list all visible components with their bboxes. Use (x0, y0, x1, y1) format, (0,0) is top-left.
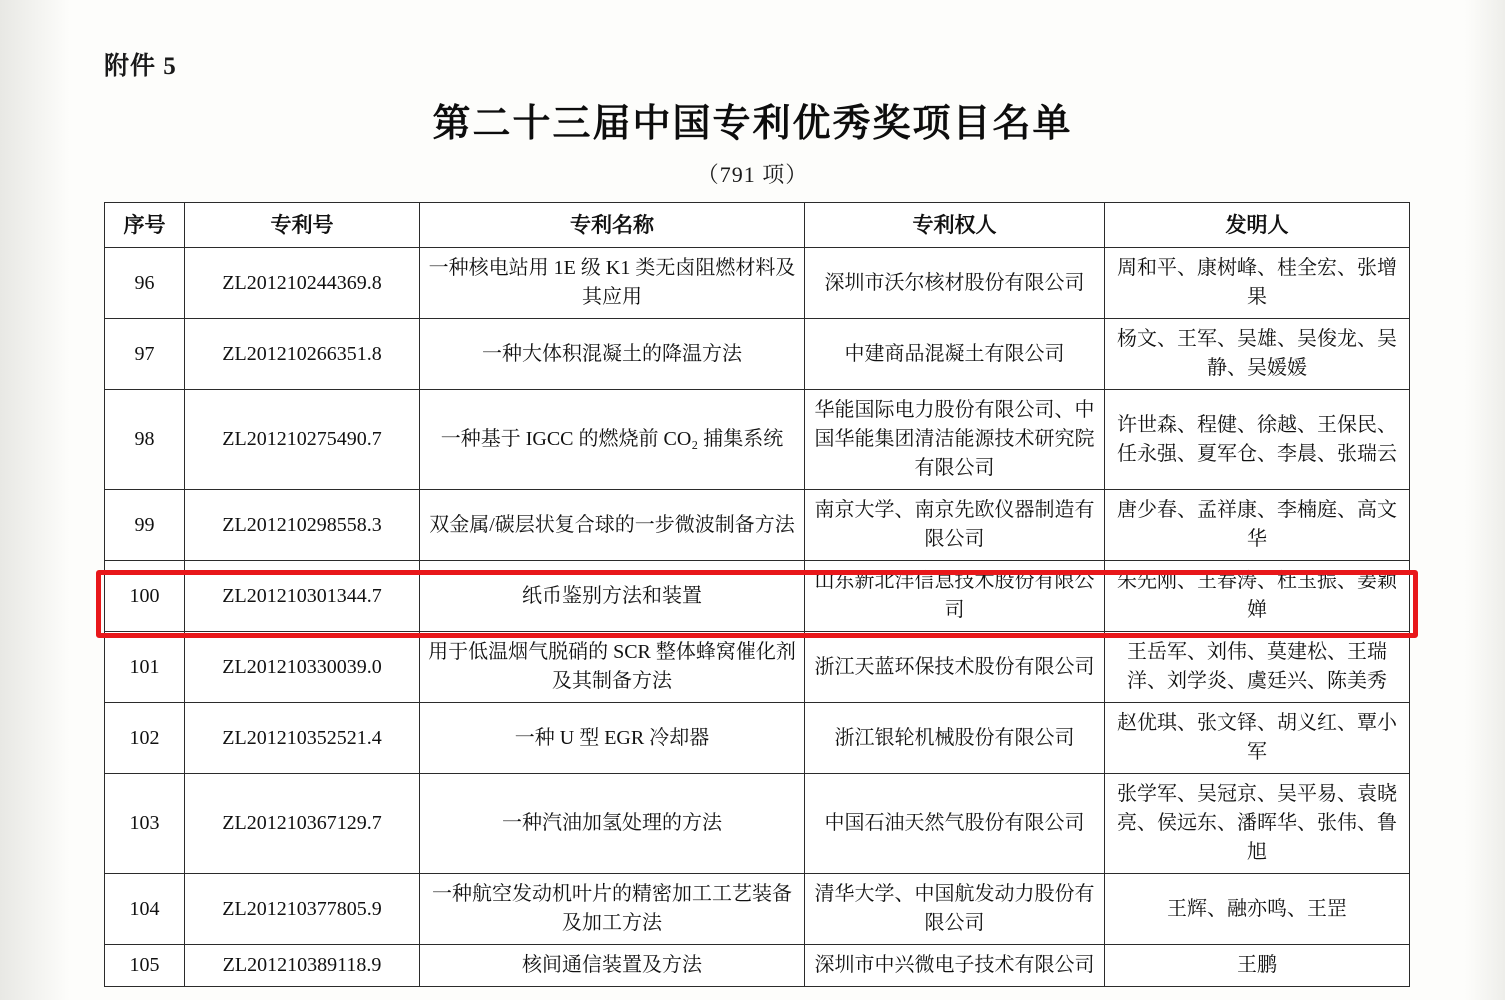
cell-patent-name: 一种 U 型 EGR 冷却器 (420, 703, 805, 774)
cell-patent-no: ZL201210377805.9 (185, 874, 420, 945)
table-row (105, 561, 1410, 632)
cell-no: 105 (105, 945, 185, 987)
cell-patent-name: 一种航空发动机叶片的精密加工工艺装备及加工方法 (420, 874, 805, 945)
page-subtitle: （791 项） (696, 162, 809, 187)
cell-owner: 深圳市沃尔核材股份有限公司 (805, 248, 1105, 319)
cell-patent-name: 纸币鉴别方法和装置 (420, 561, 805, 632)
cell-owner: 深圳市中兴微电子技术有限公司 (805, 945, 1105, 987)
patent-award-table (104, 202, 1410, 987)
cell-patent-no: ZL201210352521.4 (185, 703, 420, 774)
cell-owner: 中建商品混凝土有限公司 (805, 319, 1105, 390)
cell-no: 101 (105, 632, 185, 703)
cell-inventor: 周和平、康树峰、桂全宏、张增果 (1105, 248, 1410, 319)
cell-no: 104 (105, 874, 185, 945)
cell-patent-name: 一种大体积混凝土的降温方法 (420, 319, 805, 390)
cell-inventor: 杨文、王军、吴雄、吴俊龙、吴静、吴媛媛 (1105, 319, 1410, 390)
cell-patent-name: 一种汽油加氢处理的方法 (420, 774, 805, 874)
table-row (105, 774, 1410, 874)
cell-patent-no: ZL201210275490.7 (185, 390, 420, 490)
cell-patent-name: 一种核电站用 1E 级 K1 类无卤阻燃材料及其应用 (420, 248, 805, 319)
table-row (105, 319, 1410, 390)
table-row (105, 490, 1410, 561)
cell-patent-no: ZL201210266351.8 (185, 319, 420, 390)
column-header-no: 序号 (105, 203, 185, 248)
cell-patent-name: 双金属/碳层状复合球的一步微波制备方法 (420, 490, 805, 561)
page-title: 第二十三届中国专利优秀奖项目名单 (432, 103, 1073, 145)
table-row (105, 390, 1410, 490)
cell-inventor: 赵优琪、张文铎、胡义红、覃小军 (1105, 703, 1410, 774)
cell-inventor: 朱先刚、王春涛、杜玉振、姜颖婵 (1105, 561, 1410, 632)
cell-inventor: 王岳军、刘伟、莫建松、王瑞洋、刘学炎、虞廷兴、陈美秀 (1105, 632, 1410, 703)
table-header-row (105, 203, 1410, 248)
cell-patent-no: ZL201210389118.9 (185, 945, 420, 987)
cell-no: 102 (105, 703, 185, 774)
table-row-highlighted (105, 632, 1410, 703)
table-row (105, 248, 1410, 319)
cell-owner: 浙江天蓝环保技术股份有限公司 (805, 632, 1105, 703)
cell-owner: 山东新北洋信息技术股份有限公司 (805, 561, 1105, 632)
cell-owner: 华能国际电力股份有限公司、中国华能集团清洁能源技术研究院有限公司 (805, 390, 1105, 490)
column-header-owner: 专利权人 (805, 203, 1105, 248)
cell-inventor: 王鹏 (1105, 945, 1410, 987)
cell-patent-no: ZL201210367129.7 (185, 774, 420, 874)
table-row (105, 874, 1410, 945)
cell-patent-name: 用于低温烟气脱硝的 SCR 整体蜂窝催化剂及其制备方法 (420, 632, 805, 703)
cell-inventor: 张学军、吴冠京、吴平易、袁晓亮、侯远东、潘晖华、张伟、鲁旭 (1105, 774, 1410, 874)
column-header-patent-no: 专利号 (185, 203, 420, 248)
cell-no: 97 (105, 319, 185, 390)
cell-inventor: 许世森、程健、徐越、王保民、任永强、夏军仓、李晨、张瑞云 (1105, 390, 1410, 490)
cell-patent-no: ZL201210298558.3 (185, 490, 420, 561)
cell-patent-name: 一种基于 IGCC 的燃烧前 CO₂ 捕集系统 (420, 390, 805, 490)
cell-patent-no: ZL201210244369.8 (185, 248, 420, 319)
cell-patent-name: 核间通信装置及方法 (420, 945, 805, 987)
cell-no: 99 (105, 490, 185, 561)
cell-owner: 中国石油天然气股份有限公司 (805, 774, 1105, 874)
cell-owner: 南京大学、南京先欧仪器制造有限公司 (805, 490, 1105, 561)
cell-inventor: 唐少春、孟祥康、李楠庭、高文华 (1105, 490, 1410, 561)
column-header-patent-name: 专利名称 (420, 203, 805, 248)
cell-no: 103 (105, 774, 185, 874)
attachment-label: 附件 5 (104, 53, 177, 80)
cell-no: 98 (105, 390, 185, 490)
cell-patent-no: ZL201210301344.7 (185, 561, 420, 632)
cell-inventor: 王辉、融亦鸣、王罡 (1105, 874, 1410, 945)
cell-no: 96 (105, 248, 185, 319)
cell-patent-no: ZL201210330039.0 (185, 632, 420, 703)
table-row (105, 945, 1410, 987)
cell-owner: 清华大学、中国航发动力股份有限公司 (805, 874, 1105, 945)
column-header-inventor: 发明人 (1105, 203, 1410, 248)
cell-no: 100 (105, 561, 185, 632)
table-row (105, 703, 1410, 774)
cell-owner: 浙江银轮机械股份有限公司 (805, 703, 1105, 774)
